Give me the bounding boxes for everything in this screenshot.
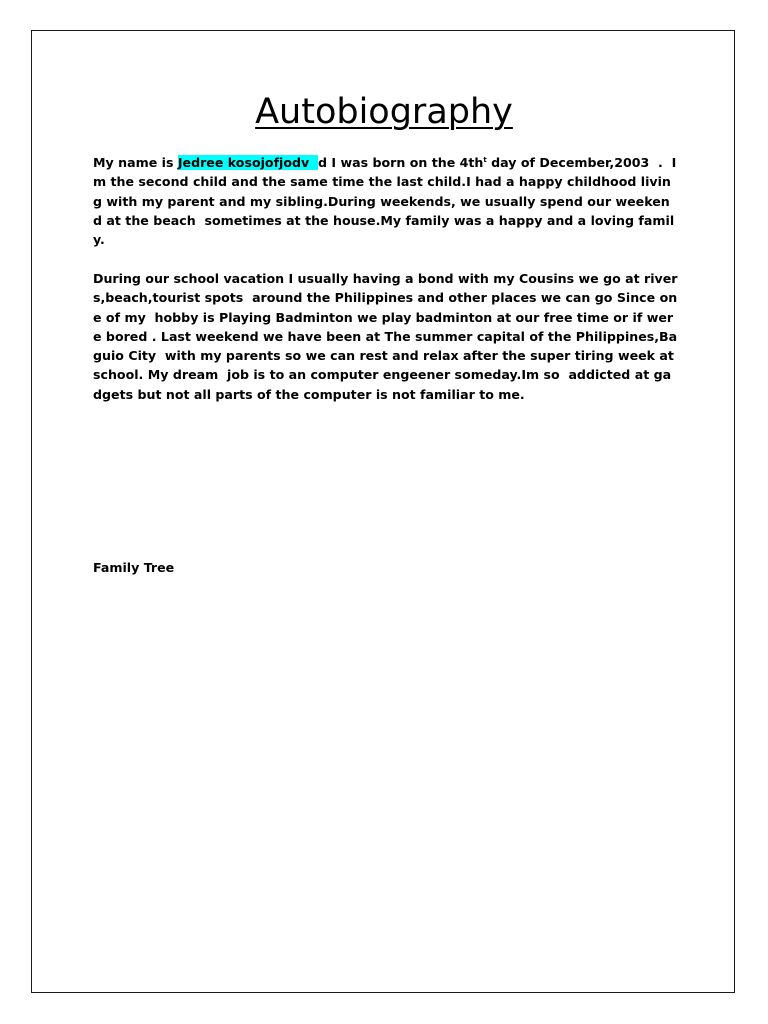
document-title bbox=[0, 88, 768, 136]
paragraph-vacation: During our school vacation I usually having a bond with my Cousins we go at rivers,beach,tourist spots around the Philippines and other places we can go Since one of my hobby is Playing Badminton we play badminton at our free time or if were bored . Last weekend we have been at The summer capital of the Philippines,Baguio City with my parents so we can rest and relax after the super tiring week at school. My dream job is to an computer engeener someday.Im so addicted at gadgets but not all parts of the computer is not familiar to me. bbox=[93, 271, 679, 402]
family-tree-heading: Family Tree bbox=[93, 560, 175, 575]
document-title-text: Autobiography bbox=[255, 92, 513, 132]
paragraph-intro-start: My name is bbox=[93, 155, 178, 170]
highlighted-name: Jedree kosojofjodv bbox=[177, 155, 319, 170]
superscript-mark: t bbox=[483, 155, 487, 164]
paragraph-intro bbox=[93, 153, 678, 249]
paragraph-intro-rest: day of December,2003 . Im the second child and the same time the last child.I had a happy childhood living with my parent and my sibling.During weekends, we usually spend our weekend at the beach sometimes at the house.My family was a happy and a loving family. bbox=[93, 155, 677, 248]
paragraph-intro-birth: d I was born on the 4th bbox=[318, 155, 484, 170]
